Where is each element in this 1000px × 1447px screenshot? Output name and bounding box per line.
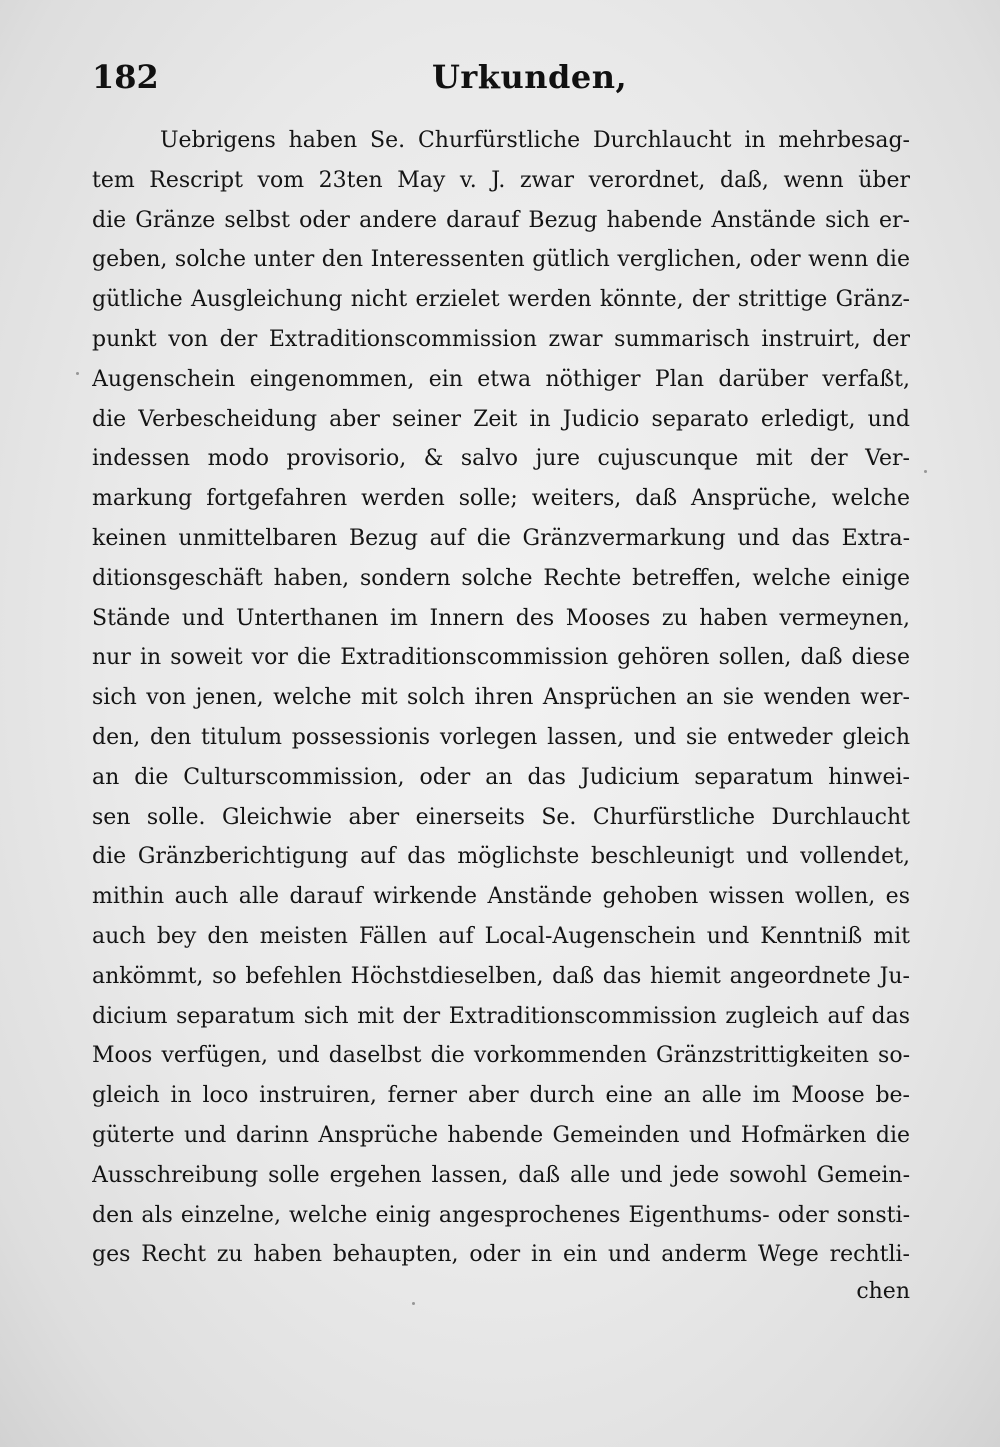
text-line: den als einzelne, welche einig angesprochenes Eigenthums- oder sonsti-	[92, 1202, 910, 1228]
ink-speck	[412, 1302, 415, 1305]
text-line: sen solle. Gleichwie aber einerseits Se. Churfürstliche Durchlaucht	[92, 804, 910, 830]
text-line: ditionsgeschäft haben, sondern solche Rechte betreffen, welche einige	[92, 565, 910, 591]
text-line: Augenschein eingenommen, ein etwa nöthiger Plan darüber verfaßt,	[92, 366, 910, 392]
text-line: Moos verfügen, und daselbst die vorkommenden Gränzstrittigkeiten so-	[92, 1043, 910, 1069]
body-text	[92, 121, 910, 1275]
text-line: markung fortgefahren werden solle; weiters, daß Ansprüche, welche	[92, 486, 910, 512]
text-line: ankömmt, so befehlen Höchstdieselben, daß das hiemit angeordnete Ju-	[92, 963, 910, 989]
text-line: Stände und Unterthanen im Innern des Mooses zu haben vermeynen,	[92, 605, 910, 631]
page-number: 182	[92, 58, 159, 96]
text-line: Ausschreibung solle ergehen lassen, daß alle und jede sowohl Gemein-	[92, 1162, 910, 1188]
ink-speck	[924, 470, 927, 473]
text-line: sich von jenen, welche mit solch ihren Ansprüchen an sie wenden wer-	[92, 685, 910, 711]
text-line: an die Culturscommission, oder an das Judicium separatum hinwei-	[92, 764, 910, 790]
text-line: den, den titulum possessionis vorlegen lassen, und sie entweder gleich	[92, 724, 910, 750]
text-line: geben, solche unter den Interessenten gütlich verglichen, oder wenn die	[92, 247, 910, 273]
text-line: punkt von der Extraditionscommission zwar summarisch instruirt, der	[92, 326, 910, 352]
ink-speck	[76, 372, 79, 375]
text-line: tem Rescript vom 23ten May v. J. zwar verordnet, daß, wenn über	[92, 167, 910, 193]
text-line: auch bey den meisten Fällen auf Local-Augenschein und Kenntniß mit	[92, 923, 910, 949]
text-line: indessen modo provisorio, & salvo jure cujuscunque mit der Ver-	[92, 446, 910, 472]
text-line: güterte und darinn Ansprüche habende Gemeinden und Hofmärken die	[92, 1122, 910, 1148]
text-line: die Verbescheidung aber seiner Zeit in Judicio separato erledigt, und	[92, 406, 910, 432]
page-header	[92, 58, 910, 108]
text-line: die Gränzberichtigung auf das möglichste beschleunigt und vollendet,	[92, 844, 910, 870]
text-line: ges Recht zu haben behaupten, oder in ein und anderm Wege rechtli-	[92, 1242, 910, 1268]
text-line: Uebrigens haben Se. Churfürstliche Durchlaucht in mehrbesag-	[160, 128, 910, 153]
catchword: chen	[856, 1279, 910, 1304]
text-line: die Gränze selbst oder andere darauf Bezug habende Anstände sich er-	[92, 207, 910, 233]
text-line: gütliche Ausgleichung nicht erzielet werden könnte, der strittige Gränz-	[92, 287, 910, 313]
text-line: nur in soweit vor die Extraditionscommission gehören sollen, daß diese	[92, 645, 910, 671]
text-line: gleich in loco instruiren, ferner aber durch eine an alle im Moose be-	[92, 1083, 910, 1109]
text-line: dicium separatum sich mit der Extraditionscommission zugleich auf das	[92, 1003, 910, 1029]
text-line: keinen unmittelbaren Bezug auf die Gränzvermarkung und das Extra-	[92, 525, 910, 551]
running-title: Urkunden,	[432, 58, 628, 96]
text-line: mithin auch alle darauf wirkende Anstände gehoben wissen wollen, es	[92, 884, 910, 910]
